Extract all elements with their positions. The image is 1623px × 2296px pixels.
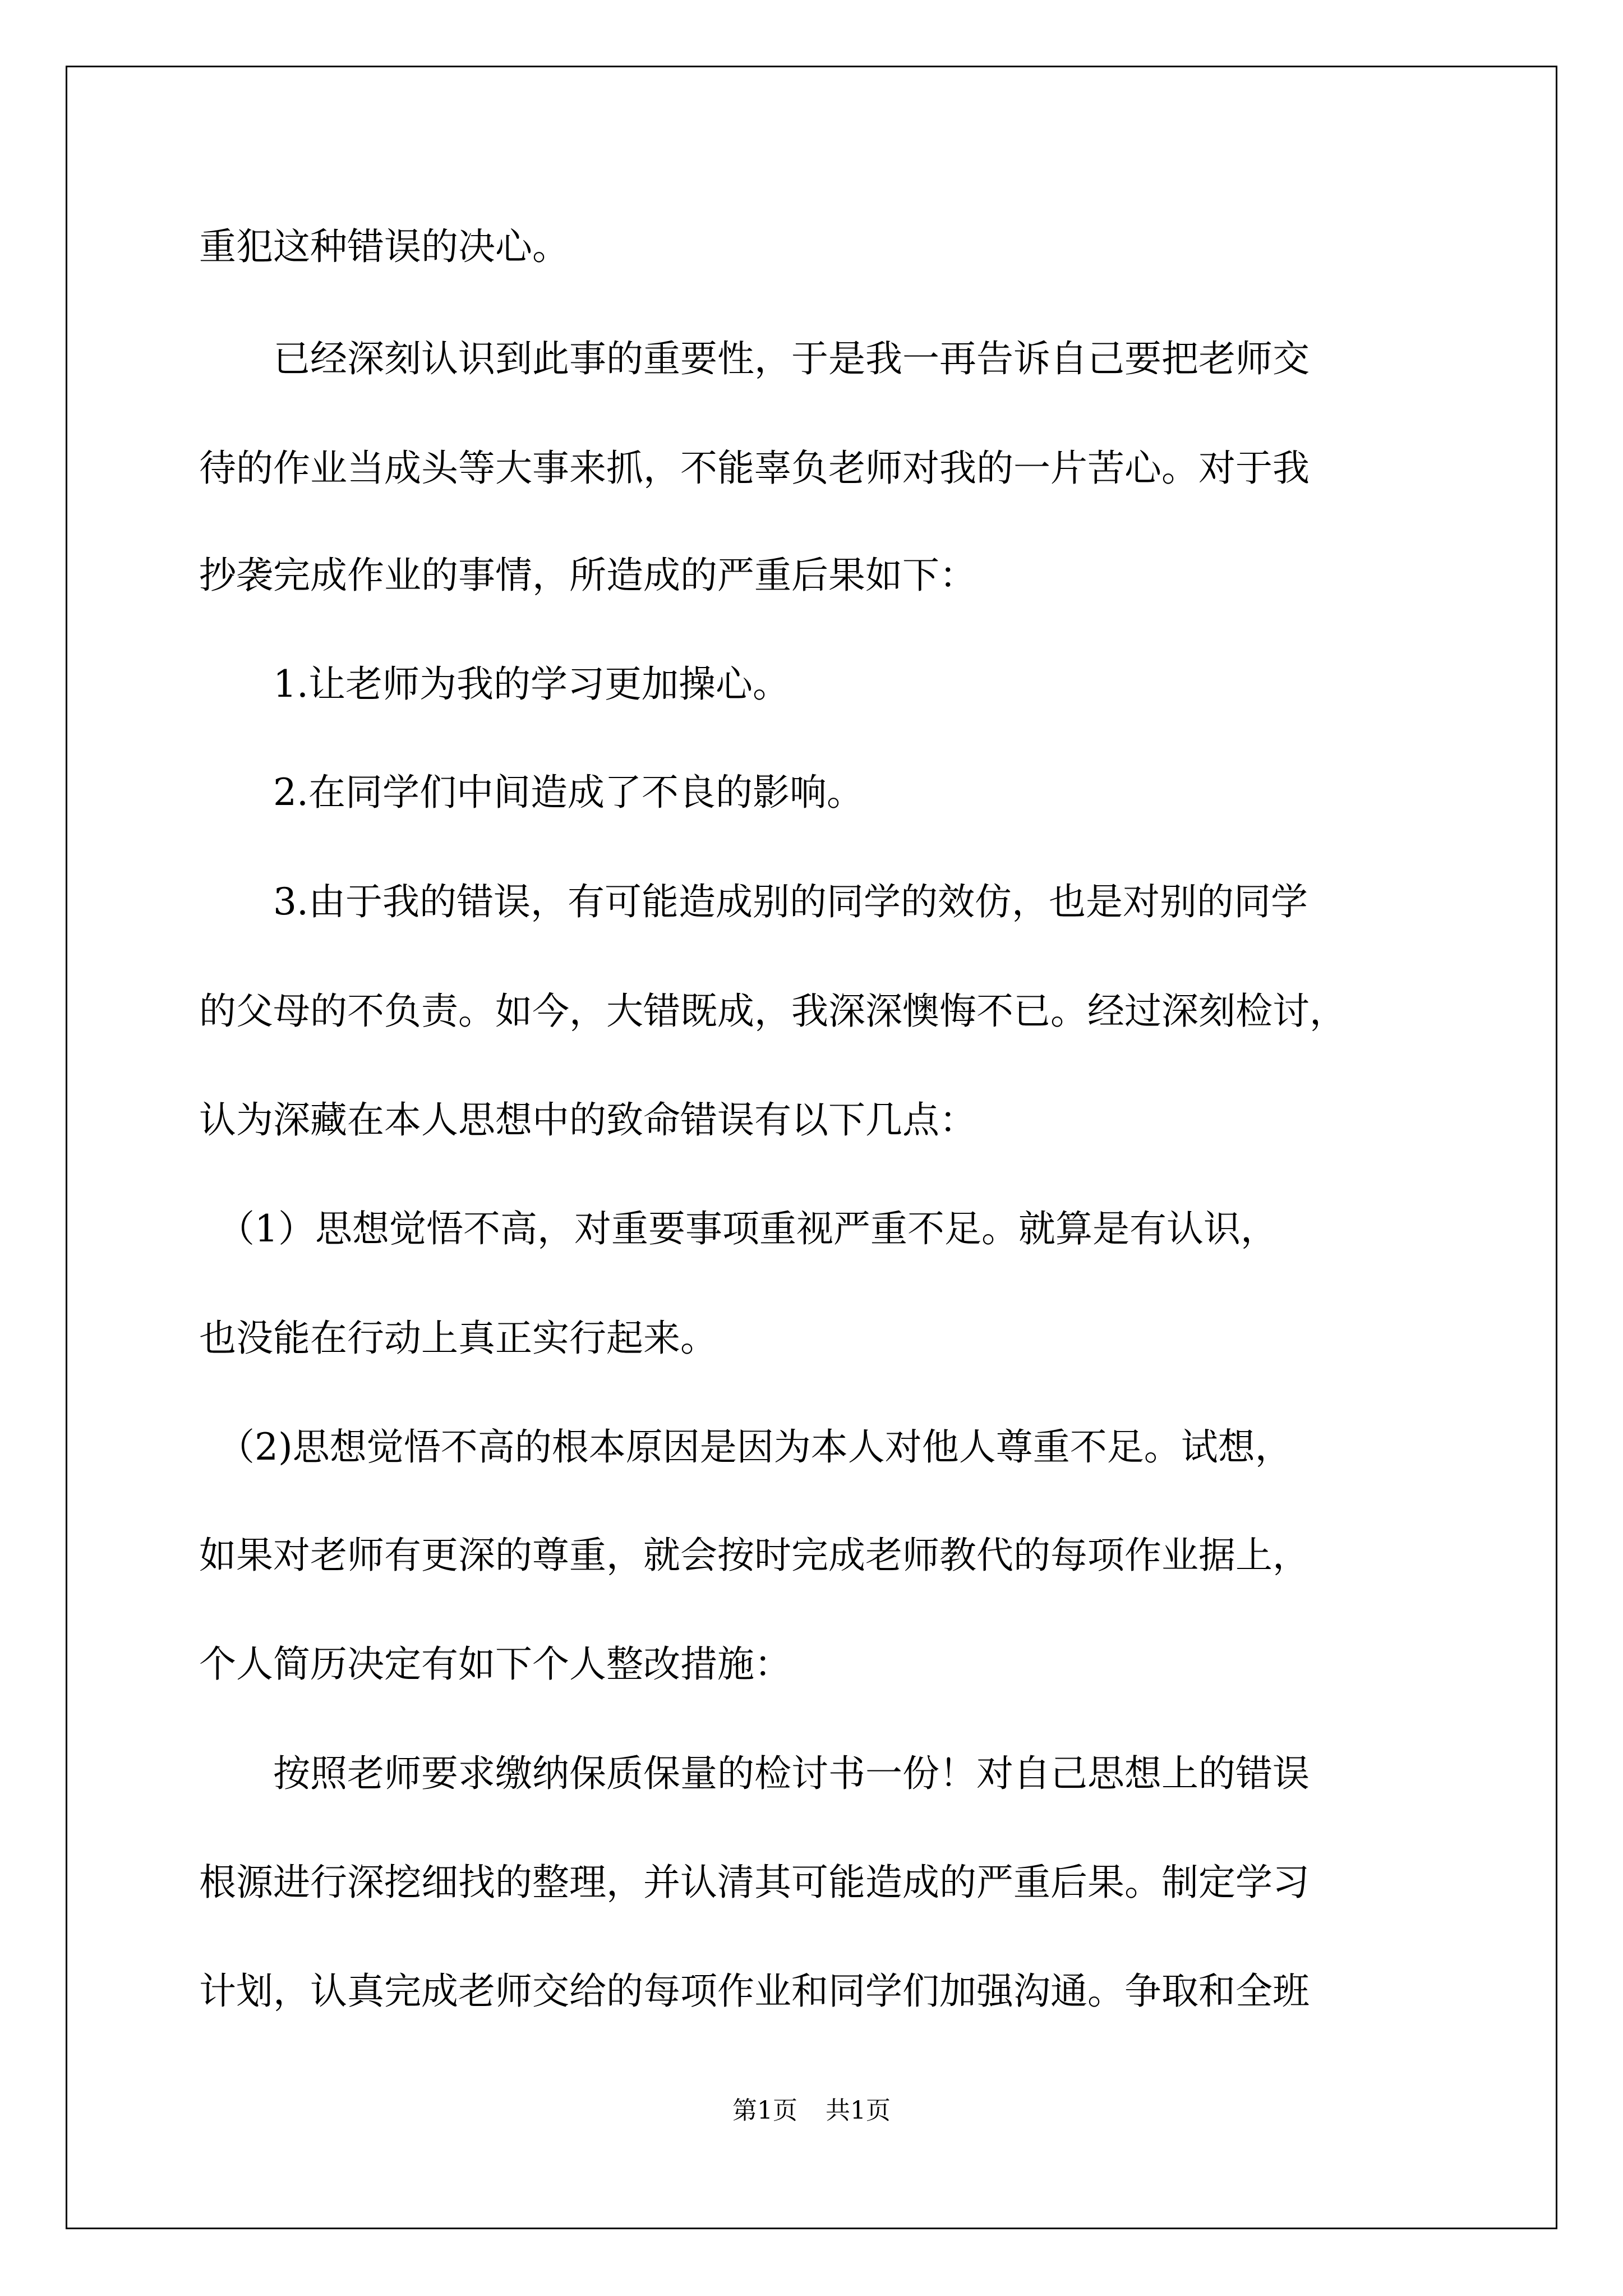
text-line: 根源进行深挖细找的整理，并认清其可能造成的严重后果。制定学习: [199, 1861, 1310, 1904]
text-line: 的父母的不负责。如今，大错既成，我深深懊悔不已。经过深刻检讨，: [199, 990, 1347, 1033]
text-line: 已经深刻认识到此事的重要性，于是我一再告诉自己要把老师交: [199, 337, 1310, 380]
text-line: 重犯这种错误的决心。: [199, 225, 569, 268]
text-line: （2)思想觉悟不高的根本原因是因为本人对他人尊重不足。试想，: [199, 1425, 1292, 1469]
text-line: 按照老师要求缴纳保质保量的检讨书一份！对自己思想上的错误: [199, 1752, 1310, 1795]
text-line: 待的作业当成头等大事来抓，不能辜负老师对我的一片苦心。对于我: [199, 447, 1310, 490]
text-line: 1.让老师为我的学习更加操心。: [199, 662, 790, 706]
page-total: 共1页: [826, 2096, 891, 2125]
text-line: 如果对老师有更深的尊重，就会按时完成老师教代的每项作业据上，: [199, 1534, 1310, 1577]
text-line: 个人简历决定有如下个人整改措施：: [199, 1642, 791, 1686]
text-line: 抄袭完成作业的事情，所造成的严重后果如下：: [199, 554, 976, 597]
text-line: 也没能在行动上真正实行起来。: [199, 1317, 717, 1360]
text-line: 2.在同学们中间造成了不良的影响。: [199, 771, 864, 814]
text-line: 认为深藏在本人思想中的致命错误有以下几点：: [199, 1098, 976, 1142]
text-line: 计划，认真完成老师交给的每项作业和同学们加强沟通。争取和全班: [199, 1970, 1310, 2013]
text-line: 3.由于我的错误，有可能造成别的同学的效仿，也是对别的同学: [199, 880, 1308, 923]
text-line: （1）思想觉悟不高，对重要事项重视严重不足。就算是有认识，: [199, 1207, 1278, 1250]
page-number: 第1页: [732, 2096, 797, 2125]
page-footer: [0, 2091, 1623, 2131]
